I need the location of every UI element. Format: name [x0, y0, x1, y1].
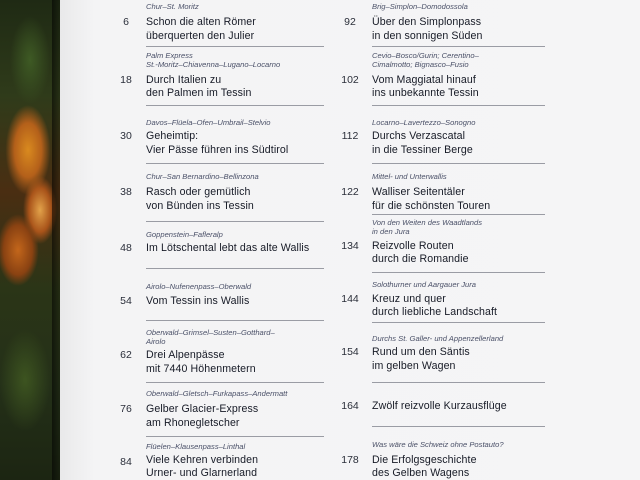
page-number: 18: [120, 74, 132, 86]
divider: [146, 436, 324, 437]
chapter-title: Kreuz und quer: [372, 293, 446, 305]
divider: [146, 320, 324, 321]
chapter-title: Über den Simplonpass: [372, 16, 482, 28]
page-number: 164: [341, 400, 359, 412]
page-number: 48: [120, 242, 132, 254]
chapter-title: Viele Kehren verbinden: [146, 454, 259, 466]
route-label: Airolo–Nufenenpass–Oberwald: [146, 282, 252, 291]
chapter-title: überquerten den Julier: [146, 30, 255, 42]
toc-entry[interactable]: [339, 0, 545, 46]
route-label: Oberwald–Gletsch–Furkapass–Andermatt: [146, 389, 288, 398]
route-label: Airolo: [146, 337, 166, 346]
divider: [146, 163, 324, 164]
page-number: 112: [341, 130, 359, 142]
chapter-title: Die Erfolgsgeschichte: [372, 454, 477, 466]
chapter-title: im gelben Wagen: [372, 360, 456, 372]
page-number: 154: [341, 346, 359, 358]
route-label: Davos–Flüela–Ofen–Umbrail–Stelvio: [146, 118, 271, 127]
page-number: 38: [120, 186, 132, 198]
toc-entry[interactable]: [339, 332, 545, 380]
page-number: 178: [341, 454, 359, 466]
chapter-title: Durch Italien zu: [146, 74, 222, 86]
route-label: Oberwald–Grimsel–Susten–Gotthard–: [146, 328, 275, 337]
chapter-title: durch die Romandie: [372, 253, 469, 265]
chapter-title: des Gelben Wagens: [372, 467, 470, 479]
page-number: 144: [341, 293, 359, 305]
route-label: Solothurner und Aargauer Jura: [372, 280, 476, 289]
chapter-title: Vom Maggiatal hinauf: [372, 74, 476, 86]
chapter-title: Reizvolle Routen: [372, 240, 454, 252]
page-number: 84: [120, 456, 132, 468]
chapter-title: Rasch oder gemütlich: [146, 186, 251, 198]
page-number: 134: [341, 240, 359, 252]
route-label: Cimalmotto; Bignasco–Fusio: [372, 60, 469, 69]
route-label: in den Jura: [372, 227, 410, 236]
page-number: 54: [120, 295, 132, 307]
toc-entry[interactable]: [339, 438, 545, 480]
page-number: 6: [123, 16, 129, 28]
route-label: Goppenstein–Fafleralp: [146, 230, 223, 239]
chapter-title: Im Lötschental lebt das alte Wallis: [146, 242, 310, 254]
chapter-title: Walliser Seitentäler: [372, 186, 465, 198]
chapter-title: Schon die alten Römer: [146, 16, 256, 28]
divider: [372, 214, 545, 215]
divider: [146, 221, 324, 222]
chapter-title: in die Tessiner Berge: [372, 144, 473, 156]
divider: [372, 382, 545, 383]
route-label: Flüelen–Klausenpass–Linthal: [146, 442, 246, 451]
divider: [372, 163, 545, 164]
divider: [146, 105, 324, 106]
chapter-title: Gelber Glacier-Express: [146, 403, 259, 415]
chapter-title: den Palmen im Tessin: [146, 87, 252, 99]
divider: [372, 46, 545, 47]
chapter-title: Urner- und Glarnerland: [146, 467, 258, 479]
route-label: Cevio–Bosco/Gurin; Cerentino–: [372, 51, 479, 60]
toc-entry[interactable]: [339, 216, 545, 272]
chapter-title: am Rhonegletscher: [146, 417, 240, 429]
route-label: Locarno–Lavertezzo–Sonogno: [372, 118, 476, 127]
page-number: 62: [120, 349, 132, 361]
divider: [372, 272, 545, 273]
toc-entry[interactable]: [112, 0, 324, 46]
route-label: Mittel- und Unterwallis: [372, 172, 447, 181]
page-number: 102: [341, 74, 359, 86]
toc-entry[interactable]: [339, 170, 545, 218]
toc-entry[interactable]: [112, 116, 324, 164]
chapter-title: von Bünden ins Tessin: [146, 200, 254, 212]
toc-entry[interactable]: [112, 387, 324, 435]
toc-entry[interactable]: [339, 392, 545, 426]
chapter-title: Drei Alpenpässe: [146, 349, 225, 361]
page-number: 92: [344, 16, 356, 28]
chapter-title: Vom Tessin ins Wallis: [146, 295, 250, 307]
page-number: 30: [120, 130, 132, 142]
chapter-title: Rund um den Säntis: [372, 346, 470, 358]
route-label: Von den Weiten des Waadtlands: [372, 218, 483, 227]
toc-entry[interactable]: [112, 326, 324, 381]
toc-entry[interactable]: [112, 170, 324, 218]
chapter-title: ins unbekannte Tessin: [372, 87, 479, 99]
chapter-title: Durchs Verzascatal: [372, 130, 466, 142]
divider: [372, 105, 545, 106]
toc-entry[interactable]: [339, 48, 545, 103]
toc-entry[interactable]: [339, 116, 545, 164]
route-label: Chur–San Bernardino–Bellinzona: [146, 172, 259, 181]
divider: [146, 382, 324, 383]
toc-entry[interactable]: [112, 440, 324, 480]
route-label: Palm Express: [146, 51, 193, 60]
toc-entry[interactable]: [112, 228, 324, 268]
divider: [146, 268, 324, 269]
route-label: Durchs St. Galler- und Appenzellerland: [372, 334, 504, 343]
page-number: 76: [120, 403, 132, 415]
page-number: 122: [341, 186, 359, 198]
chapter-title: durch liebliche Landschaft: [372, 306, 498, 318]
route-label: St.-Moritz–Chiavenna–Lugano–Locarno: [146, 60, 281, 69]
chapter-title: Vier Pässe führen ins Südtirol: [146, 144, 289, 156]
route-label: Brig–Simplon–Domodossola: [372, 2, 468, 11]
chapter-title: Zwölf reizvolle Kurzausflüge: [372, 400, 507, 412]
autumn-forest-photo: [0, 0, 60, 480]
divider: [146, 46, 324, 47]
divider: [372, 426, 545, 427]
route-label: Was wäre die Schweiz ohne Postauto?: [372, 440, 504, 449]
route-label: Chur–St. Moritz: [146, 2, 199, 11]
chapter-title: mit 7440 Höhenmetern: [146, 363, 256, 375]
chapter-title: in den sonnigen Süden: [372, 30, 483, 42]
toc-entry[interactable]: [339, 278, 545, 322]
chapter-title: Geheimtip:: [146, 130, 199, 142]
chapter-title: für die schönsten Touren: [372, 200, 491, 212]
divider: [372, 322, 545, 323]
toc-entry[interactable]: [112, 48, 324, 103]
toc-entry[interactable]: [112, 280, 324, 320]
